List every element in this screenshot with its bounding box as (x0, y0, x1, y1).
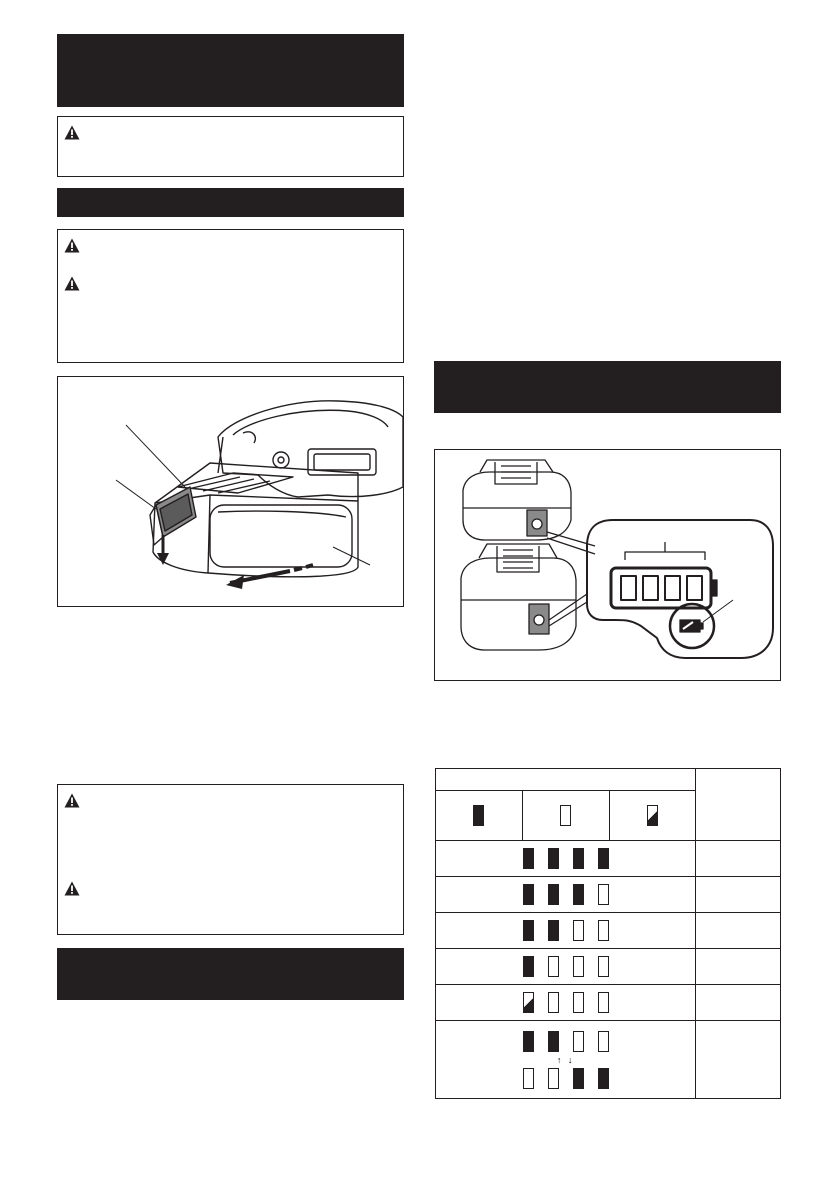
header-cell-blinking (609, 791, 696, 841)
warning-triangle-icon (64, 125, 80, 140)
section-heading-right (434, 361, 781, 413)
battery-indicator-table (435, 768, 781, 1099)
warning-triangle-icon (64, 881, 80, 896)
table-header-lamp-status (436, 769, 696, 791)
battery-install-figure (57, 376, 404, 607)
warning-box-install (57, 229, 404, 363)
battery-indicator-figure (434, 449, 781, 681)
section-heading-bottom-left (57, 948, 404, 1000)
section-heading-text (57, 34, 404, 54)
table-row (436, 877, 781, 913)
alternate-arrows: ↑ ↓ (556, 1054, 575, 1065)
battery-install-illustration (58, 377, 403, 606)
lamp-lighted-icon (473, 805, 484, 826)
table-row (436, 913, 781, 949)
warning-triangle-icon (64, 276, 80, 291)
table-row-blinking (436, 1021, 781, 1099)
table-row (436, 949, 781, 985)
header-cell-off (522, 791, 609, 841)
table-header-capacity (696, 769, 781, 841)
lamp-off-icon (560, 805, 571, 826)
warning-box-top (57, 116, 404, 177)
header-cell-lighted (436, 791, 523, 841)
warning-box-lower (57, 784, 404, 935)
section-heading-top-left (57, 34, 404, 107)
section-heading-text (434, 361, 781, 381)
table-row (436, 841, 781, 877)
lamp-blinking-icon (647, 805, 658, 826)
section-heading-text (57, 948, 404, 968)
section-bar-text (57, 188, 404, 200)
section-bar-install (57, 188, 404, 217)
warning-triangle-icon (64, 238, 80, 253)
table-row (436, 985, 781, 1021)
warning-triangle-icon (64, 793, 80, 808)
battery-indicator-illustration (435, 450, 780, 680)
